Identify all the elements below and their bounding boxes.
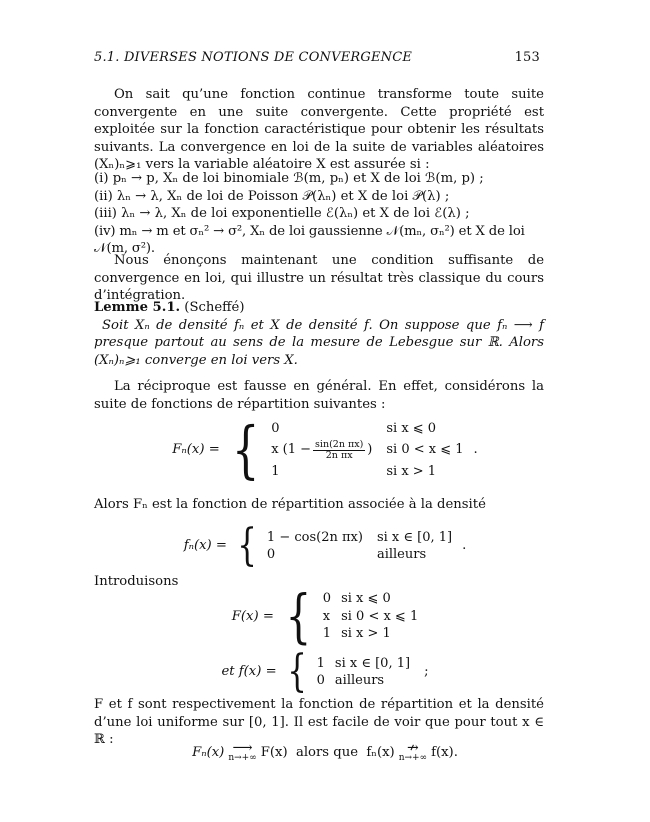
limit-arrow: ⟶ n→+∞ xyxy=(228,740,257,763)
equation-end: . xyxy=(462,538,467,554)
running-header xyxy=(94,49,540,67)
lemma-body: Soit Xₙ de densité fₙ et X de densité f. On suppose que fₙ ⟶ f presque partout au sens de la mesure de Lebesgue sur ℝ. Alors (Xₙ)ₙ⩾₁ converge en loi vers X. xyxy=(94,317,544,368)
case-condition: si x > 1 xyxy=(341,626,391,641)
paragraph-density: Alors Fₙ est la fonction de répartition associée à la densité xyxy=(94,497,486,512)
convergence-list xyxy=(94,170,544,258)
paragraph-introduce: Introduisons xyxy=(94,574,179,589)
paragraph-intro: On sait qu’une fonction continue transforme toute suite convergente en une suite convergente. Cette propriété est exploitée sur la fonction caractéristique pour obtenir les résultats suivants. La convergence en loi de la suite de variables aléatoires (Xₙ)ₙ⩾₁ vers la variable aléatoire X est assurée si : xyxy=(94,87,544,172)
case-condition: si x ∈ [0, 1] xyxy=(334,655,411,671)
equation-lhs: F(x) = xyxy=(231,608,274,624)
paragraph-uniform: F et f sont respectivement la fonction de répartition et la densité d’une loi uniforme sur [0, 1]. Il est facile de voir que pour tout x ∈ ℝ : xyxy=(94,697,544,747)
equation-F xyxy=(0,582,650,651)
case-value: 0 xyxy=(271,421,280,436)
final-right: f(x). xyxy=(431,744,458,760)
case-condition: si 0 < x ⩽ 1 xyxy=(386,442,464,458)
case-value: x xyxy=(322,608,331,624)
final-left: Fₙ(x) xyxy=(192,744,225,760)
equation-fn xyxy=(0,520,650,571)
left-brace: { xyxy=(285,582,312,651)
left-brace: { xyxy=(231,413,260,486)
case-value: 0 xyxy=(266,547,276,562)
equation-end: . xyxy=(473,442,478,458)
case-value: 1 xyxy=(316,655,325,671)
non-convergence-arrow: ↛ n→+∞ xyxy=(398,740,428,763)
case-value: x (1 − $\frac{\text{sin(2n πx)}}{\text{2n πx}}$ ) xyxy=(271,438,373,461)
case-condition: ailleurs xyxy=(376,547,427,562)
paragraph-reciprocal: La réciproque est fausse en général. En effet, considérons la suite de fonctions de répartition suivantes : xyxy=(94,379,544,412)
list-item: (ii) λₙ → λ, Xₙ de loi de Poisson 𝒫(λₙ) et X de loi 𝒫(λ) ; xyxy=(94,188,450,204)
case-condition: ailleurs xyxy=(334,673,385,688)
case-condition: si x > 1 xyxy=(386,463,437,479)
case-condition: si x ∈ [0, 1] xyxy=(376,529,453,545)
paragraph-condition: Nous énonçons maintenant une condition suffisante de convergence en loi, qui illustre un résultat très classique du cours d’intégration. xyxy=(94,253,544,303)
case-condition: si x ⩽ 0 xyxy=(341,591,391,606)
case-condition: si x ⩽ 0 xyxy=(386,421,437,436)
list-item: (i) pₙ → p, Xₙ de loi binomiale ℬ(m, pₙ) et X de loi ℬ(m, p) ; xyxy=(94,171,484,186)
equation-lhs: et f(x) = xyxy=(221,664,277,680)
section-title: 5.1. DIVERSES NOTIONS DE CONVERGENCE xyxy=(94,50,413,65)
case-value: 1 − cos(2n πx) xyxy=(266,529,363,545)
case-value: 0 xyxy=(316,673,325,688)
fraction: $\frac{\text{sin(2n πx)}}{\text{2n πx}}$ xyxy=(315,438,364,461)
equation-end: ; xyxy=(424,664,429,680)
equation-lhs: fₙ(x) = xyxy=(183,538,227,554)
left-brace: { xyxy=(237,520,257,571)
page-number: 153 xyxy=(514,50,540,65)
equation-f xyxy=(0,646,650,697)
case-value: 0 xyxy=(322,591,332,606)
lemma-title: Lemme 5.1. xyxy=(94,300,181,315)
lemma-attribution: (Scheffé) xyxy=(184,300,245,315)
case-value: 1 xyxy=(322,626,332,641)
equation-final xyxy=(0,742,650,763)
final-middle: F(x) alors que fₙ(x) xyxy=(260,744,395,760)
equation-lhs: Fₙ(x) = xyxy=(172,442,220,458)
list-item: (iii) λₙ → λ, Xₙ de loi exponentielle ℰ(λₙ) et X de loi ℰ(λ) ; xyxy=(94,206,470,221)
case-condition: si 0 < x ⩽ 1 xyxy=(341,608,419,624)
left-brace: { xyxy=(286,646,307,697)
equation-Fn xyxy=(0,413,650,486)
list-item: (iv) mₙ → m et σₙ² → σ², Xₙ de loi gaussienne 𝒩(mₙ, σₙ²) et X de loi 𝒩(m, σ²). xyxy=(94,223,525,256)
case-value: 1 xyxy=(271,463,280,479)
lemma xyxy=(94,299,544,369)
